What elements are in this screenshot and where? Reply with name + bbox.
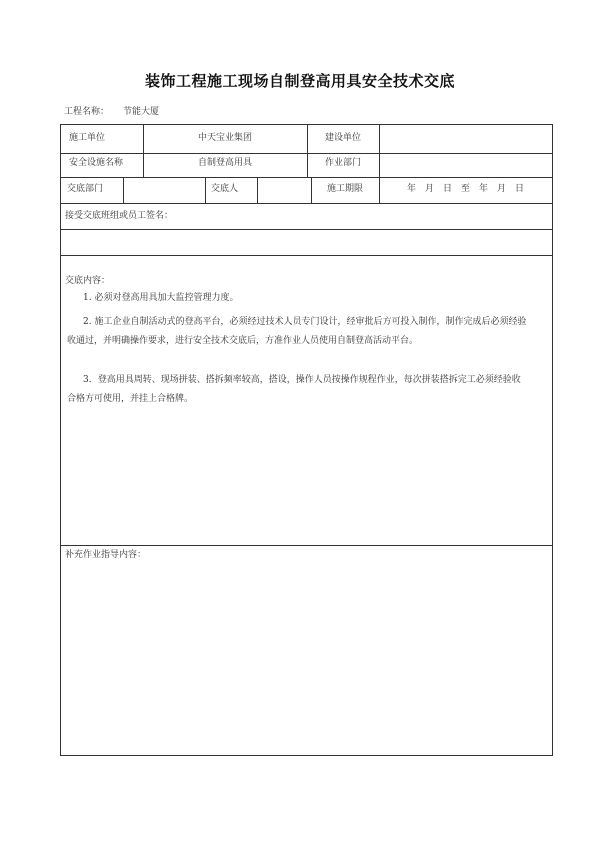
- construction-period-value: 年 月 日 至 年 月 日: [407, 184, 525, 194]
- col-divider: [143, 125, 144, 177]
- col-divider: [123, 177, 124, 203]
- content-item-2: 2. 施工企业自制活动式的登高平台，必须经过技术人员专门设计，经审批后方可投入制作，制作完成后必须经验收通过，并明确操作要求，进行安全技术交底后，方准作业人员使用自制登高活动平台。: [67, 317, 527, 346]
- safety-facility-label: 安全设施名称: [69, 158, 124, 168]
- briefing-department-label: 交底部门: [67, 184, 104, 194]
- briefing-person-label: 交底人: [211, 184, 239, 194]
- supplement-label: 补充作业指导内容：: [65, 550, 147, 560]
- safety-facility-value: 自制登高用具: [197, 158, 253, 168]
- work-department-label: 作业部门: [324, 158, 362, 168]
- col-divider: [379, 125, 380, 177]
- row-divider: [61, 255, 552, 256]
- signature-label: 接受交底班组或员工签名：: [65, 211, 174, 221]
- briefing-form-table: [60, 124, 553, 756]
- row-divider: [61, 177, 552, 178]
- construction-period-label: 施工期限: [326, 184, 364, 194]
- content-item-1: 1. 必须对登高用具加大监控管理力度。: [83, 293, 239, 303]
- row-divider: [61, 229, 552, 230]
- client-unit-label: 建设单位: [324, 133, 362, 143]
- project-name-label: 工程名称：: [64, 107, 110, 117]
- project-name-value: 节能大厦: [123, 107, 160, 117]
- project-name: [64, 104, 159, 117]
- row-divider: [61, 203, 552, 204]
- briefing-content-label: 交底内容：: [65, 276, 111, 286]
- col-divider: [307, 125, 308, 177]
- col-divider: [257, 177, 258, 203]
- construction-unit-value: 中天宝业集团: [197, 133, 253, 143]
- content-item-3: 3．登高用具周转、现场拼装、搭拆频率较高，搭设，操作人员按操作规程作业，每次拼装搭拆完工必须经验收合格方可使用，并挂上合格牌。: [67, 375, 521, 404]
- col-divider: [379, 177, 380, 203]
- col-divider: [205, 177, 206, 203]
- row-divider: [61, 545, 552, 546]
- col-divider: [311, 177, 312, 203]
- document-title: 装饰工程施工现场自制登高用具安全技术交底: [144, 72, 455, 90]
- construction-unit-label: 施工单位: [69, 133, 106, 143]
